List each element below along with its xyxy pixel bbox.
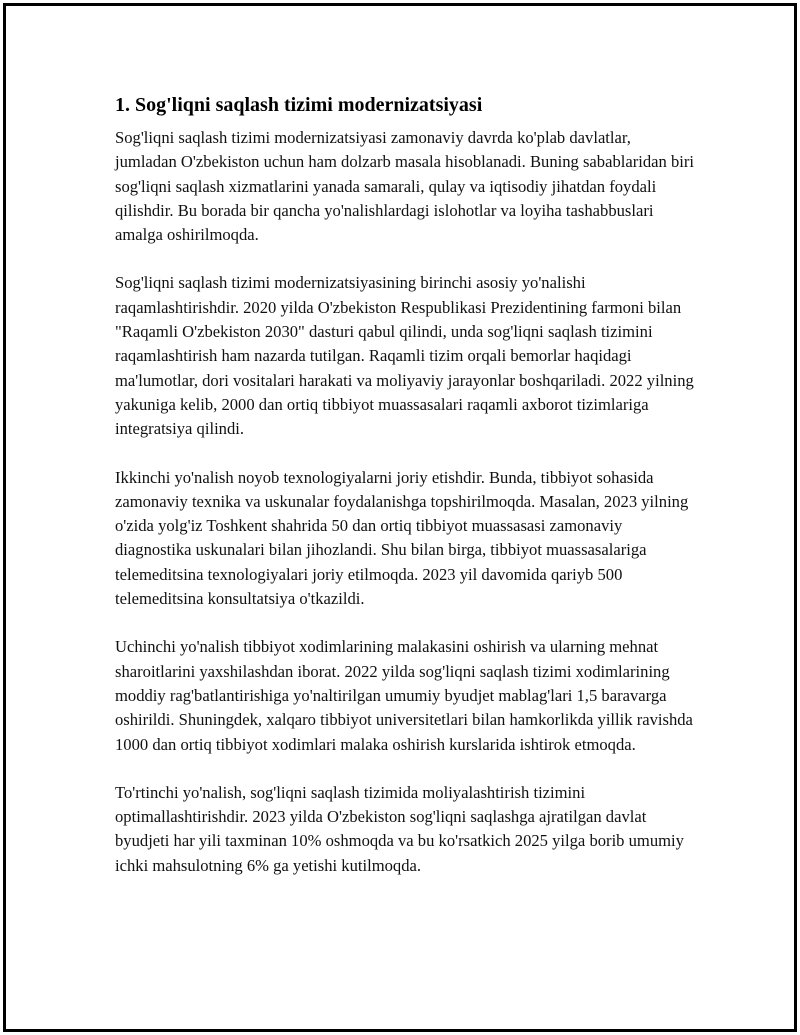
paragraph-technologies: Ikkinchi yo'nalish noyob texnologiyalarni joriy etishdir. Bunda, tibbiyot sohasida zamonaviy texnika va uskunalar foydalanishga topshirilmoqda. Masalan, 2023 yilning o'zida yolg'iz Toshkent shahrida 50 dan ortiq tibbiyot muassasasi zamonaviy diagnostika uskunalari bilan jihozlandi. Shu bilan birga, tibbiyot muassasalariga telemeditsina texnologiyalari joriy etilmoqda. 2023 yil davomida qariyb 500 telemeditsina konsultatsiya o'tkazildi. (115, 467, 689, 609)
paragraph-digitalization: Sog'liqni saqlash tizimi modernizatsiyasining birinchi asosiy yo'nalishi raqamlashtirishdir. 2020 yilda O'zbekiston Respublikasi Prezidentining farmoni bilan "Raqamli O'zbekiston 2030" dasturi qabul qilindi, unda sog'liqni saqlash tizimini raqamlashtirish ham nazarda tutilgan. Raqamli tizim orqali bemorlar haqidagi ma'lumotlar, dori vositalari harakati va moliyaviy jarayonlar boshqariladi. 2022 yilning yakuniga kelib, 2000 dan ortiq tibbiyot muassasalari raqamli axborot tizimlariga integratsiya qilindi. (115, 273, 694, 439)
paragraph-staff-training: Uchinchi yo'nalish tibbiyot xodimlarining malakasini oshirish va ularning mehnat sharoitlarini yaxshilashdan iborat. 2022 yilda sog'liqni saqlash tizimi xodimlarining moddiy rag'batlantirishiga yo'naltirilgan umumiy byudjet mablag'lari 1,5 baravarga oshirildi. Shuningdek, xalqaro tibbiyot universitetlari bilan hamkorlikda yillik ravishda 1000 dan ortiq tibbiyot xodimlari malaka oshirish kurslarida ishtirok etmoqda. (115, 637, 693, 754)
section-heading: 1. Sog'liqni saqlash tizimi modernizatsiyasi (115, 94, 483, 116)
paragraph-intro: Sog'liqni saqlash tizimi modernizatsiyasi zamonaviy davrda ko'plab davlatlar, jumladan O'zbekiston uchun ham dolzarb masala hisoblanadi. Buning sabablaridan biri sog'liqni saqlash xizmatlarini yanada samarali, qulay va iqtisodiy jihatdan foydali qilishdir. Bu borada bir qancha yo'nalishlardagi islohotlar va loyiha tashabbuslari amalga oshirilmoqda. (115, 128, 695, 245)
document-body (115, 92, 695, 902)
paragraph-financing: To'rtinchi yo'nalish, sog'liqni saqlash tizimida moliyalashtirish tizimini optimallashtirishdir. 2023 yilda O'zbekiston sog'liqni saqlashga ajratilgan davlat byudjeti har yili taxminan 10% oshmoqda va bu ko'rsatkich 2025 yilga borib umumiy ichki mahsulotning 6% ga yetishi kutilmoqda. (115, 782, 684, 875)
